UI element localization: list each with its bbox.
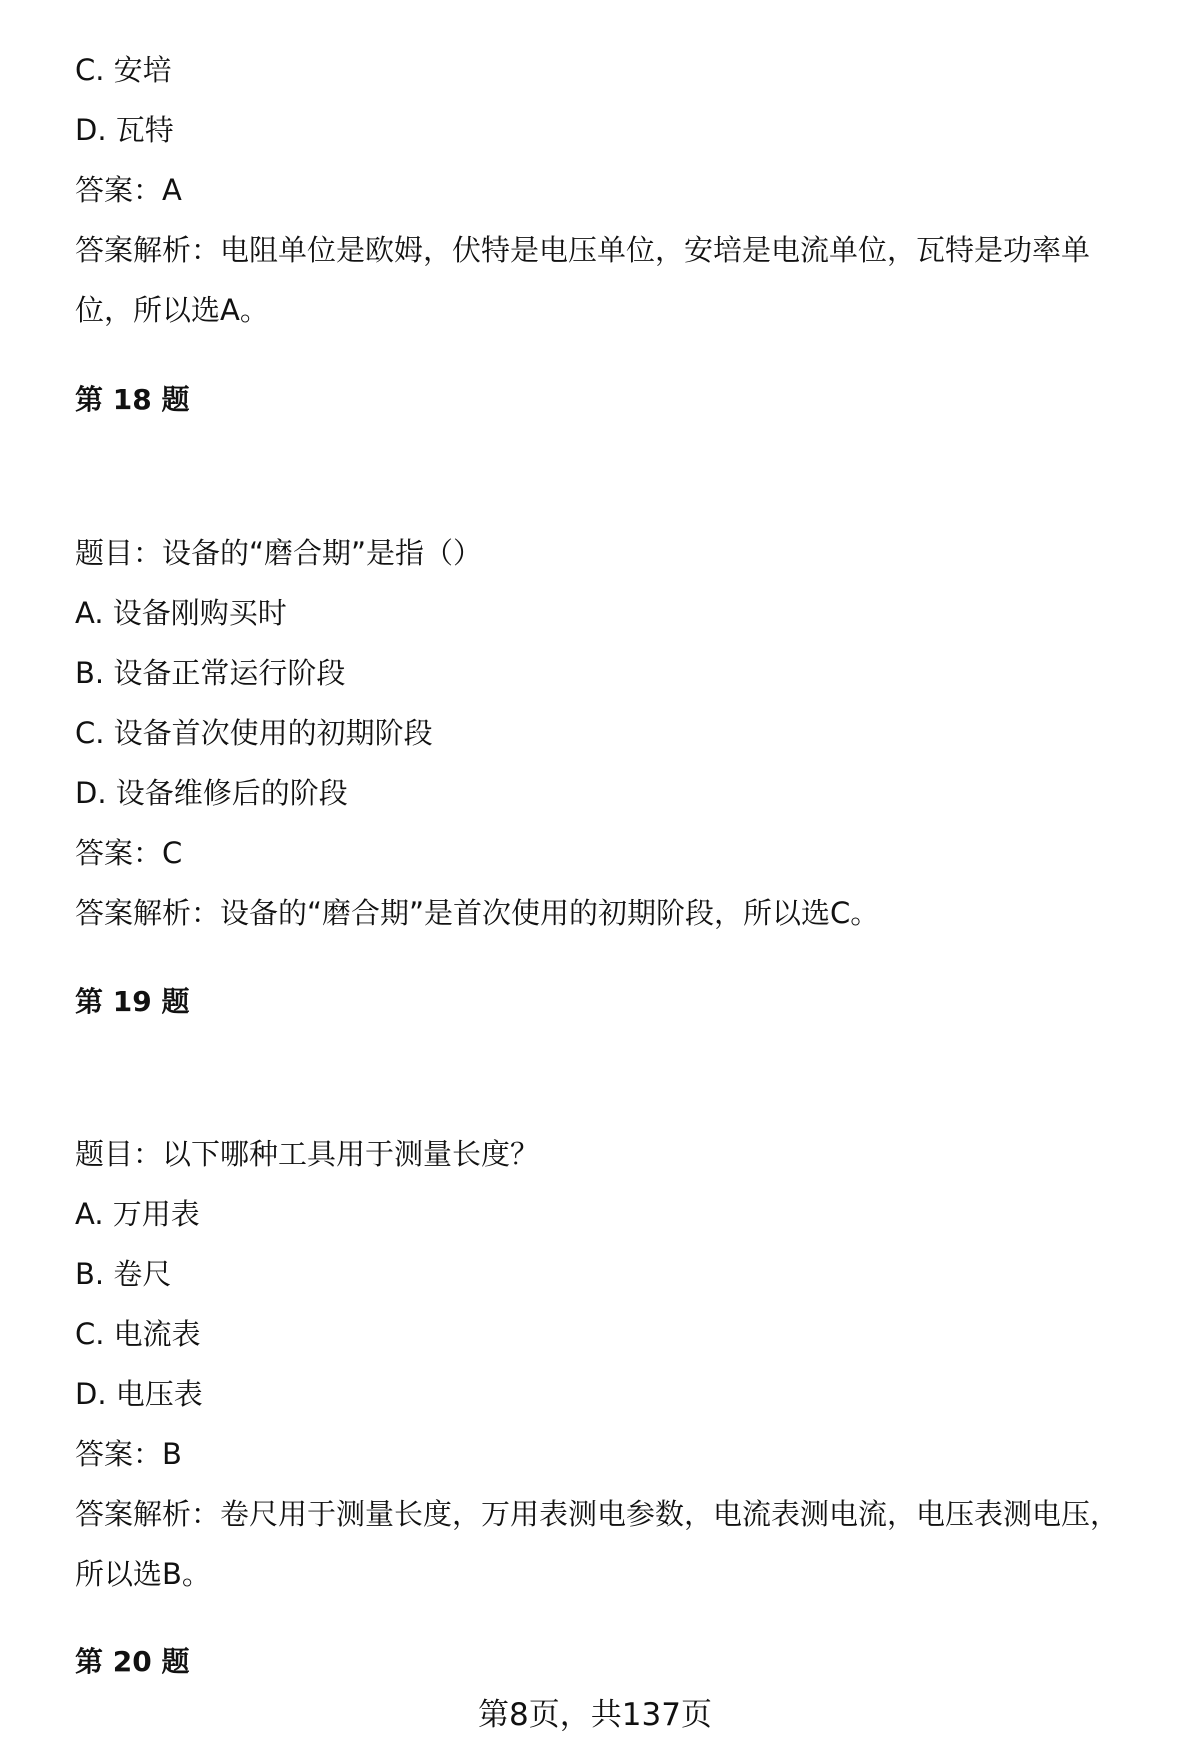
q18-option-b: B. 设备正常运行阶段 xyxy=(75,656,346,690)
q19-heading: 第 19 题 xyxy=(75,985,190,1018)
q19-option-b: B. 卷尺 xyxy=(75,1257,172,1291)
page-indicator: 第8页，共137页 xyxy=(478,1697,712,1733)
q19-explanation-line-1: 答案解析：卷尺用于测量长度，万用表测电参数，电流表测电流，电压表测电压， xyxy=(75,1497,1120,1531)
q20-heading: 第 20 题 xyxy=(75,1645,190,1678)
q19-question: 题目：以下哪种工具用于测量长度？ xyxy=(75,1137,540,1171)
q17-option-c: C. 安培 xyxy=(75,53,172,87)
q19-option-d: D. 电压表 xyxy=(75,1377,203,1411)
q17-explanation-line-2: 位，所以选A。 xyxy=(75,293,269,327)
q18-option-c: C. 设备首次使用的初期阶段 xyxy=(75,716,433,750)
q17-option-d: D. 瓦特 xyxy=(75,113,174,147)
q18-explanation: 答案解析：设备的“磨合期”是首次使用的初期阶段，所以选C。 xyxy=(75,896,880,930)
q19-option-c: C. 电流表 xyxy=(75,1317,201,1351)
q18-answer: 答案：C xyxy=(75,836,183,870)
q19-option-a: A. 万用表 xyxy=(75,1197,200,1231)
q17-answer: 答案：A xyxy=(75,173,182,207)
q18-question: 题目：设备的“磨合期”是指（） xyxy=(75,536,483,570)
q18-option-d: D. 设备维修后的阶段 xyxy=(75,776,348,810)
q18-heading: 第 18 题 xyxy=(75,383,190,416)
q19-answer: 答案：B xyxy=(75,1437,182,1471)
q17-explanation-line-1: 答案解析：电阻单位是欧姆，伏特是电压单位，安培是电流单位，瓦特是功率单 xyxy=(75,233,1091,267)
q18-option-a: A. 设备刚购买时 xyxy=(75,596,287,630)
q19-explanation-line-2: 所以选B。 xyxy=(75,1557,211,1591)
